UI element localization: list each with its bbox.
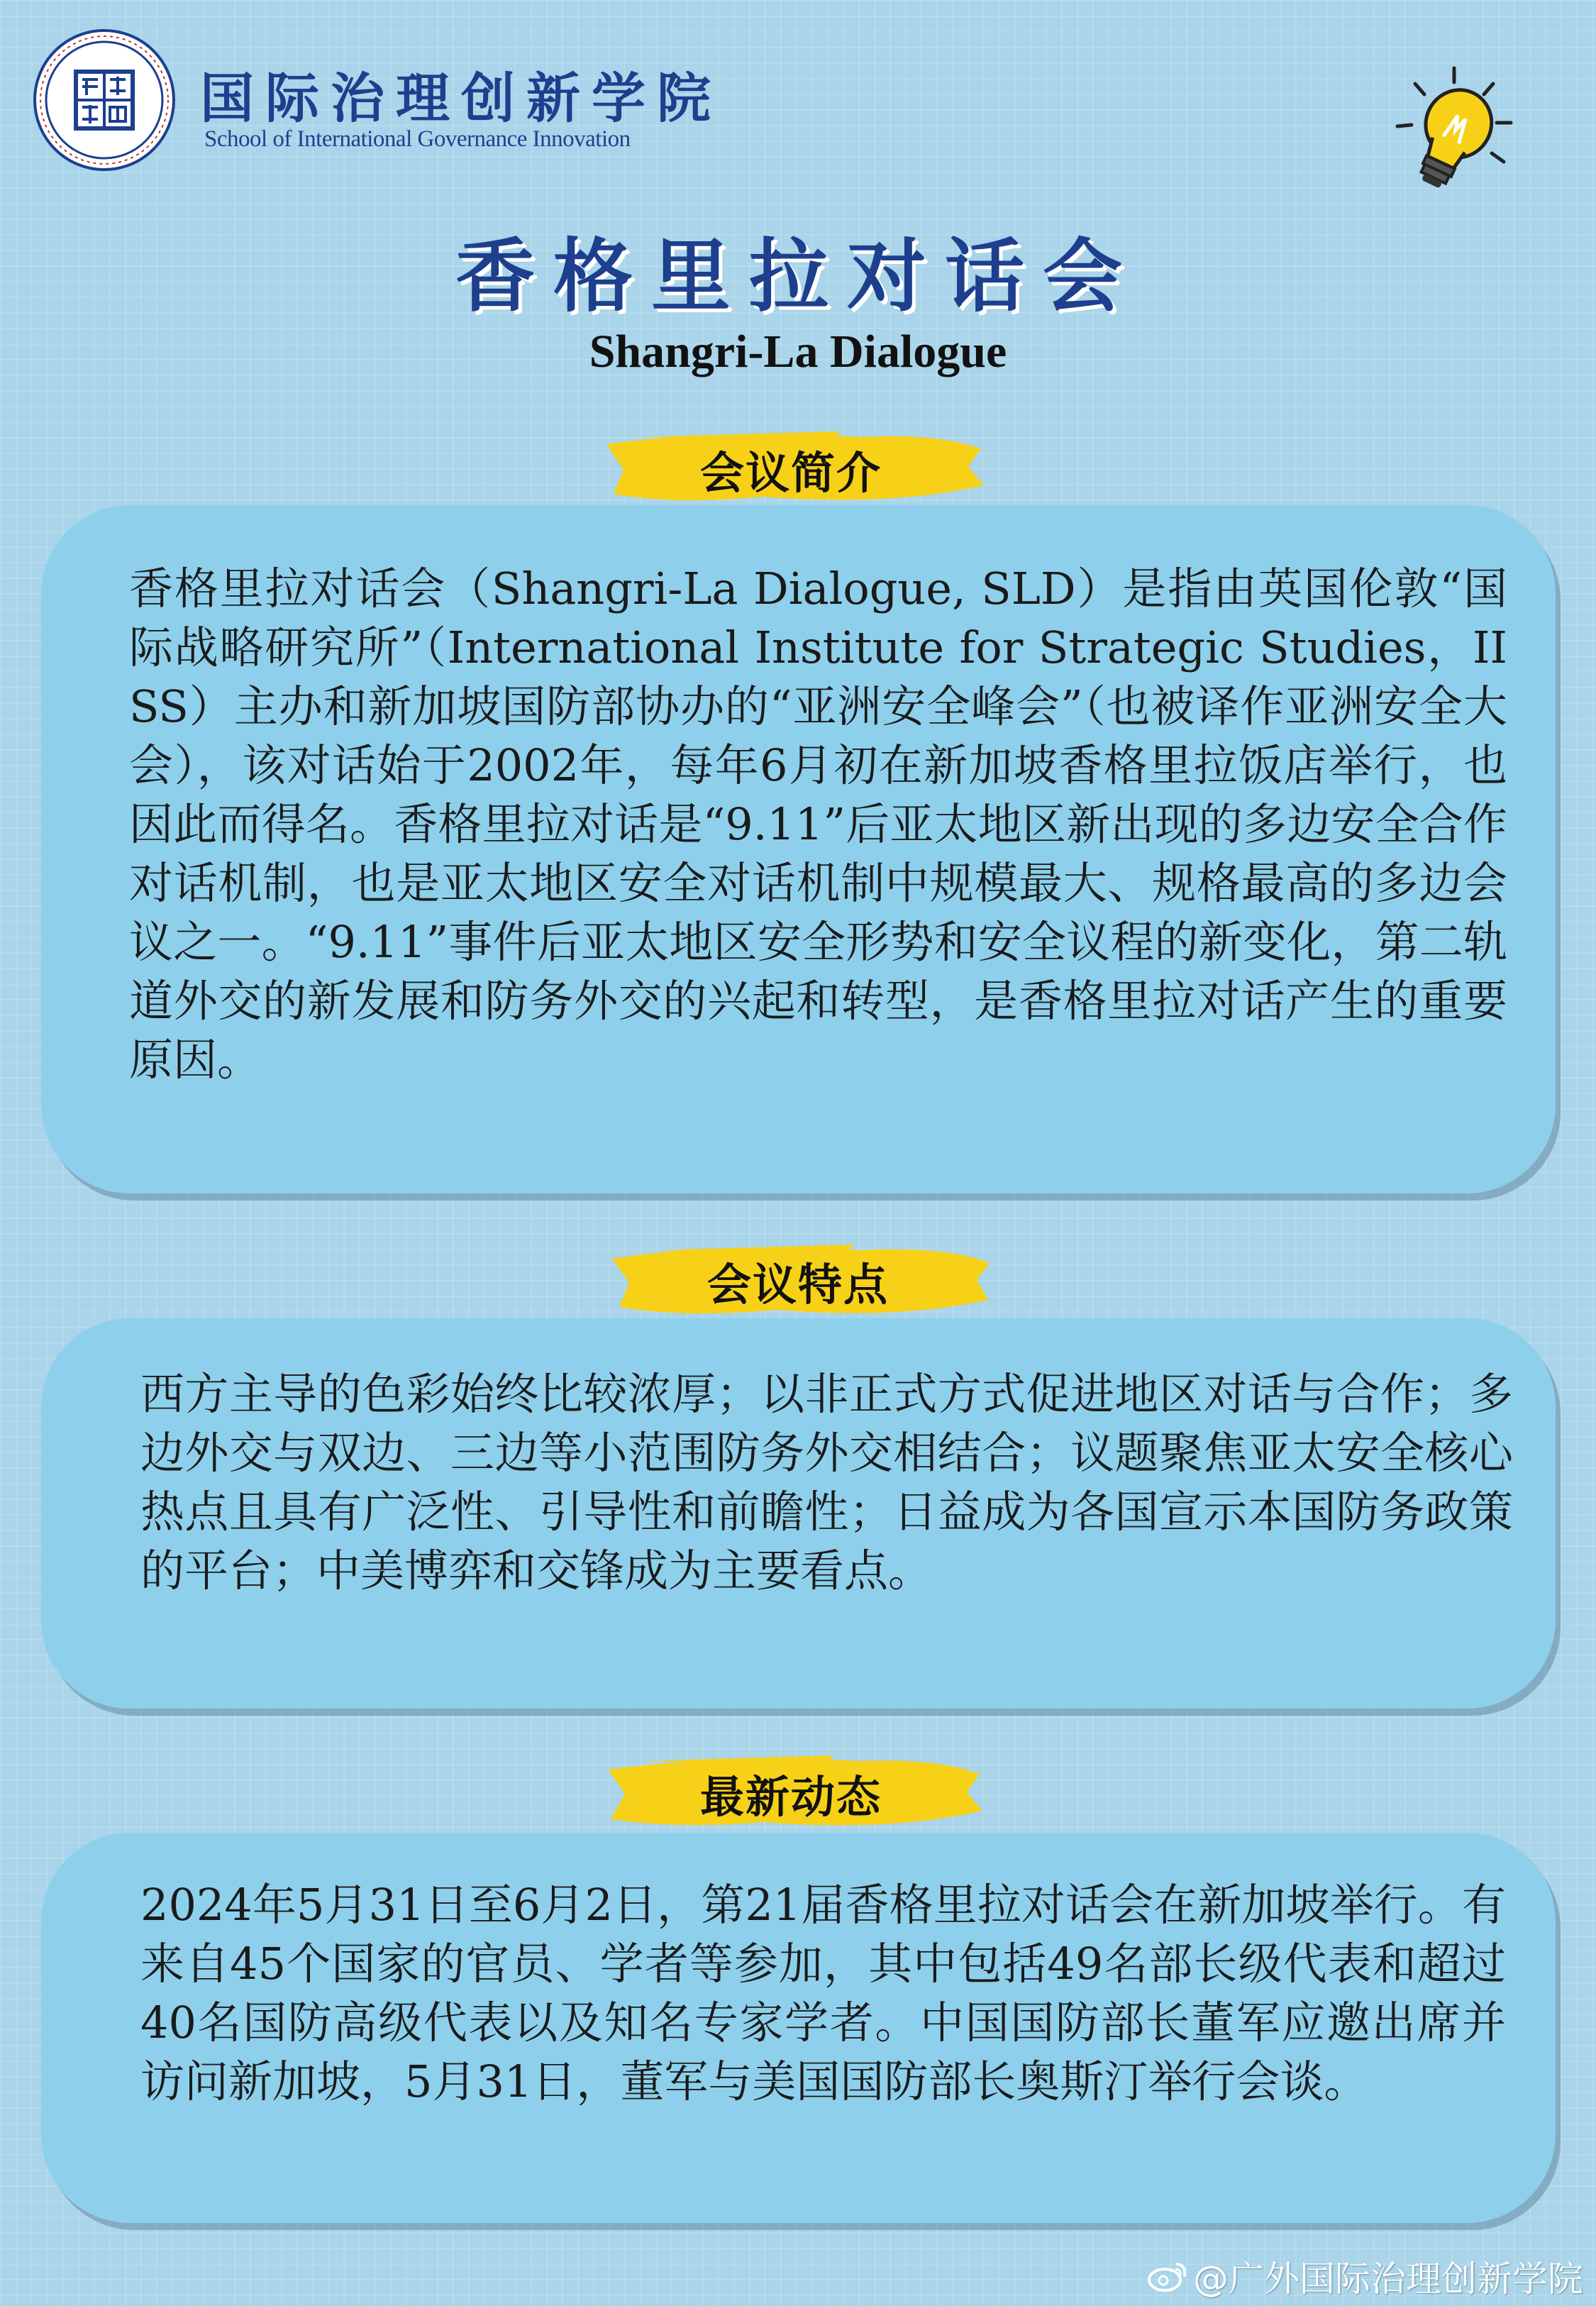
section-title: 最新动态 <box>699 1770 882 1823</box>
school-name-en: School of International Governance Innovation <box>204 126 631 152</box>
section-header-features <box>599 1235 997 1327</box>
weibo-icon <box>1146 2258 1189 2294</box>
intro-box <box>41 505 1556 1193</box>
page-title: 香格里拉对话会 <box>455 230 1141 323</box>
intro-text: 香格里拉对话会（Shangri-La Dialogue, SLD）是指由英国伦敦“国际战略研究所”（International Institute for Strategic Studies，IISS）主办和新加坡国防部协办的“亚洲安全峰会”（也被译作亚洲安全大会），该对话始于2002年，每年6月初在新加坡香格里拉饭店举行，也因此而得名。香格里拉对话是“9.11”后亚太地区新出现的多边安全合作对话机制，也是亚太地区安全对话机制中规模最大、规格最高的多边会议之一。“9.11”事件后亚太地区安全形势和安全议程的新变化，第二轨道外交的新发展和防务外交的兴起和转型，是香格里拉对话产生的重要原因。 <box>129 563 1507 1086</box>
news-box <box>41 1833 1556 2223</box>
section-header-news <box>592 1747 990 1839</box>
features-text: 西方主导的色彩始终比较浓厚；以非正式方式促进地区对话与合作；多边外交与双边、三边等小范围防务外交相结合；议题聚焦亚太安全核心热点且具有广泛性、引导性和前瞻性；日益成为各国宣示本国防务政策的平台；中美博弈和交锋成为主要看点。 <box>140 1368 1513 1596</box>
school-name-cn: 国际治理创新学院 <box>200 67 722 130</box>
lightbulb-icon <box>1376 62 1518 204</box>
watermark <box>1146 2251 1583 2302</box>
section-title: 会议特点 <box>706 1258 889 1311</box>
watermark-text: @广外国际治理创新学院 <box>1193 2258 1583 2300</box>
news-text: 2024年5月31日至6月2日，第21届香格里拉对话会在新加坡举行。有来自45个国家的官员、学者等参加，其中包括49名部长级代表和超过40名国防高级代表以及知名专家学者。中国国防部长董军应邀出席并访问新加坡，5月31日，董军与美国国防部长奥斯汀举行会谈。 <box>140 1879 1506 2107</box>
section-title: 会议简介 <box>699 446 882 499</box>
page-subtitle: Shangri-La Dialogue <box>589 326 1007 377</box>
features-box <box>41 1318 1556 1709</box>
section-header-intro <box>592 423 990 515</box>
school-seal-icon <box>33 28 176 172</box>
